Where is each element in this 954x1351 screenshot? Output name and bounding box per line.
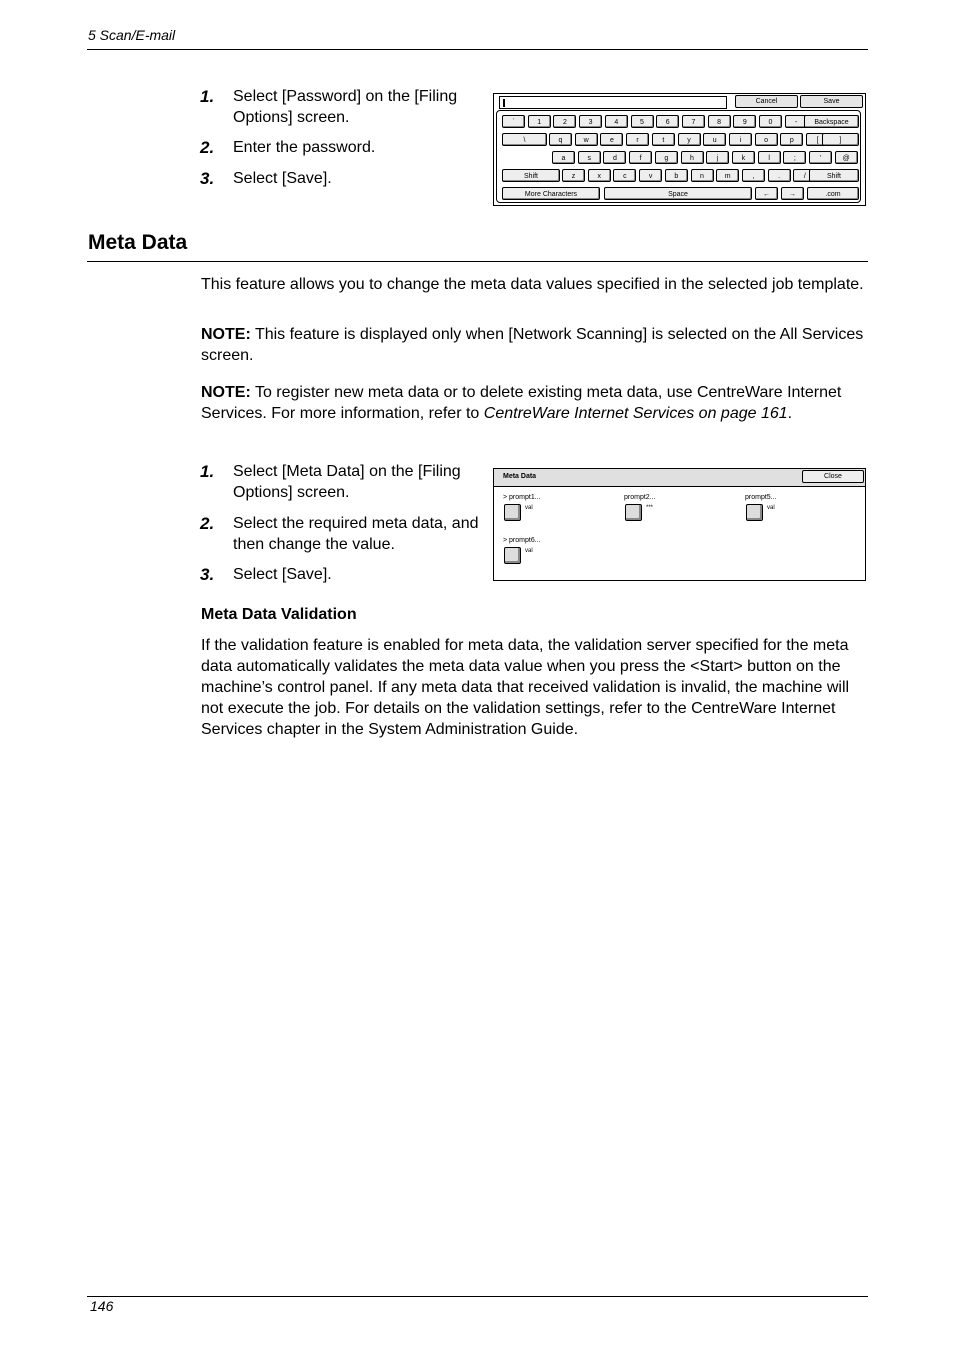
- step-text: Select the required meta data, and then change the value.: [233, 515, 479, 553]
- key[interactable]: o: [755, 133, 778, 146]
- meta-item-value: val: [767, 505, 775, 511]
- key[interactable]: /: [793, 169, 816, 182]
- key[interactable]: 5: [631, 115, 654, 128]
- step-text: Select [Save].: [233, 566, 332, 583]
- step-text: Enter the password.: [233, 139, 376, 156]
- text-cursor: [503, 99, 505, 107]
- key[interactable]: y: [678, 133, 701, 146]
- key[interactable]: m: [716, 169, 739, 182]
- key[interactable]: @: [835, 151, 858, 164]
- cross-reference-link[interactable]: CentreWare Internet Services on page 161: [483, 405, 788, 422]
- subsection-title: Meta Data Validation: [201, 606, 357, 623]
- key[interactable]: h: [681, 151, 704, 164]
- key[interactable]: v: [639, 169, 662, 182]
- step-number: 1.: [200, 462, 215, 481]
- key[interactable]: 4: [605, 115, 628, 128]
- running-header: 5 Scan/E-mail: [88, 27, 176, 43]
- key[interactable]: 0: [759, 115, 782, 128]
- footer-rule: [87, 1296, 868, 1297]
- right-arrow-key[interactable]: →: [781, 187, 804, 200]
- meta-item-value: val: [525, 548, 533, 554]
- intro-paragraph: This feature allows you to change the meta data values specified in the selected job template.: [201, 276, 864, 293]
- shift-key[interactable]: Shift: [809, 169, 859, 182]
- note-label: NOTE:: [201, 326, 251, 343]
- step-number: 2.: [200, 138, 215, 157]
- key[interactable]: b: [665, 169, 688, 182]
- key[interactable]: t: [652, 133, 675, 146]
- key[interactable]: j: [706, 151, 729, 164]
- key[interactable]: 3: [579, 115, 602, 128]
- left-arrow-key[interactable]: ←: [755, 187, 778, 200]
- key[interactable]: g: [655, 151, 678, 164]
- step-number: 1.: [200, 87, 215, 106]
- key[interactable]: ]: [822, 133, 859, 146]
- step-number: 2.: [200, 514, 215, 533]
- meta-item-button[interactable]: [625, 504, 642, 521]
- meta-item-button[interactable]: [746, 504, 763, 521]
- key[interactable]: x: [588, 169, 611, 182]
- key[interactable]: 8: [708, 115, 731, 128]
- key[interactable]: c: [613, 169, 636, 182]
- password-input[interactable]: [499, 96, 727, 109]
- note-text: To register new meta data or to delete existing meta data, use CentreWare Internet Services. For more information, refer to: [201, 384, 842, 422]
- page-number: 146: [90, 1298, 114, 1314]
- key[interactable]: q: [549, 133, 572, 146]
- step-number: 3.: [200, 169, 215, 188]
- dotcom-key[interactable]: .com: [807, 187, 859, 200]
- key[interactable]: r: [626, 133, 649, 146]
- key[interactable]: n: [691, 169, 714, 182]
- validation-paragraph: If the validation feature is enabled for meta data, the validation server specified for the meta data automatically validates the meta data value when you press the <Start> button on the machine’s control panel. If any meta data that received validation is invalid, the machine will not execute the job. For details on the validation settings, refer to the CentreWare Internet Services chapter in the System Administration Guide.: [201, 637, 850, 738]
- key[interactable]: -: [785, 115, 808, 128]
- step-text: Select [Meta Data] on the [Filing Options] screen.: [233, 463, 461, 501]
- step-text: Select [Password] on the [Filing Options] screen.: [233, 88, 458, 126]
- meta-item-label: prompt2...: [624, 494, 656, 501]
- meta-screen-title: Meta Data: [503, 473, 537, 480]
- key[interactable]: `: [502, 115, 525, 128]
- note-end: .: [787, 405, 793, 422]
- keyboard-screen: [493, 93, 866, 206]
- key[interactable]: \: [502, 133, 547, 146]
- key[interactable]: d: [603, 151, 626, 164]
- meta-item-label: > prompt6...: [503, 537, 541, 544]
- section-title: Meta Data: [88, 231, 188, 254]
- key[interactable]: w: [575, 133, 598, 146]
- key[interactable]: [: [806, 133, 829, 146]
- backspace-key[interactable]: Backspace: [804, 115, 859, 128]
- key[interactable]: ,: [742, 169, 765, 182]
- key[interactable]: ': [809, 151, 832, 164]
- more-characters-key[interactable]: More Characters: [502, 187, 600, 200]
- section-rule: [87, 261, 868, 262]
- note-label: NOTE:: [201, 384, 251, 401]
- key[interactable]: u: [703, 133, 726, 146]
- meta-item-label: prompt5...: [745, 494, 777, 501]
- meta-data-screen: [493, 468, 866, 581]
- shift-key[interactable]: Shift: [502, 169, 560, 182]
- key[interactable]: 1: [528, 115, 551, 128]
- close-button[interactable]: Close: [802, 470, 864, 483]
- meta-item-label: > prompt1...: [503, 494, 541, 501]
- meta-item-value: val: [525, 505, 533, 511]
- key[interactable]: 9: [733, 115, 756, 128]
- key[interactable]: l: [758, 151, 781, 164]
- note-1: [201, 324, 868, 366]
- meta-item-button[interactable]: [504, 547, 521, 564]
- meta-item-value: ***: [646, 505, 654, 511]
- key[interactable]: a: [552, 151, 575, 164]
- key[interactable]: i: [729, 133, 752, 146]
- key[interactable]: 6: [656, 115, 679, 128]
- note-2: [201, 382, 868, 424]
- step-text: Select [Save].: [233, 170, 332, 187]
- key[interactable]: ;: [783, 151, 806, 164]
- key[interactable]: 2: [553, 115, 576, 128]
- meta-item-button[interactable]: [504, 504, 521, 521]
- key[interactable]: 7: [682, 115, 705, 128]
- note-text: This feature is displayed only when [Network Scanning] is selected on the All Services screen.: [201, 326, 864, 364]
- step-number: 3.: [200, 565, 215, 584]
- key[interactable]: z: [562, 169, 585, 182]
- key[interactable]: f: [629, 151, 652, 164]
- key[interactable]: s: [578, 151, 601, 164]
- key[interactable]: p: [780, 133, 803, 146]
- cancel-button[interactable]: Cancel: [735, 95, 798, 108]
- header-rule: [87, 49, 868, 50]
- save-button[interactable]: Save: [800, 95, 863, 108]
- key[interactable]: e: [600, 133, 623, 146]
- space-key[interactable]: Space: [604, 187, 752, 200]
- key[interactable]: .: [768, 169, 791, 182]
- key[interactable]: k: [732, 151, 755, 164]
